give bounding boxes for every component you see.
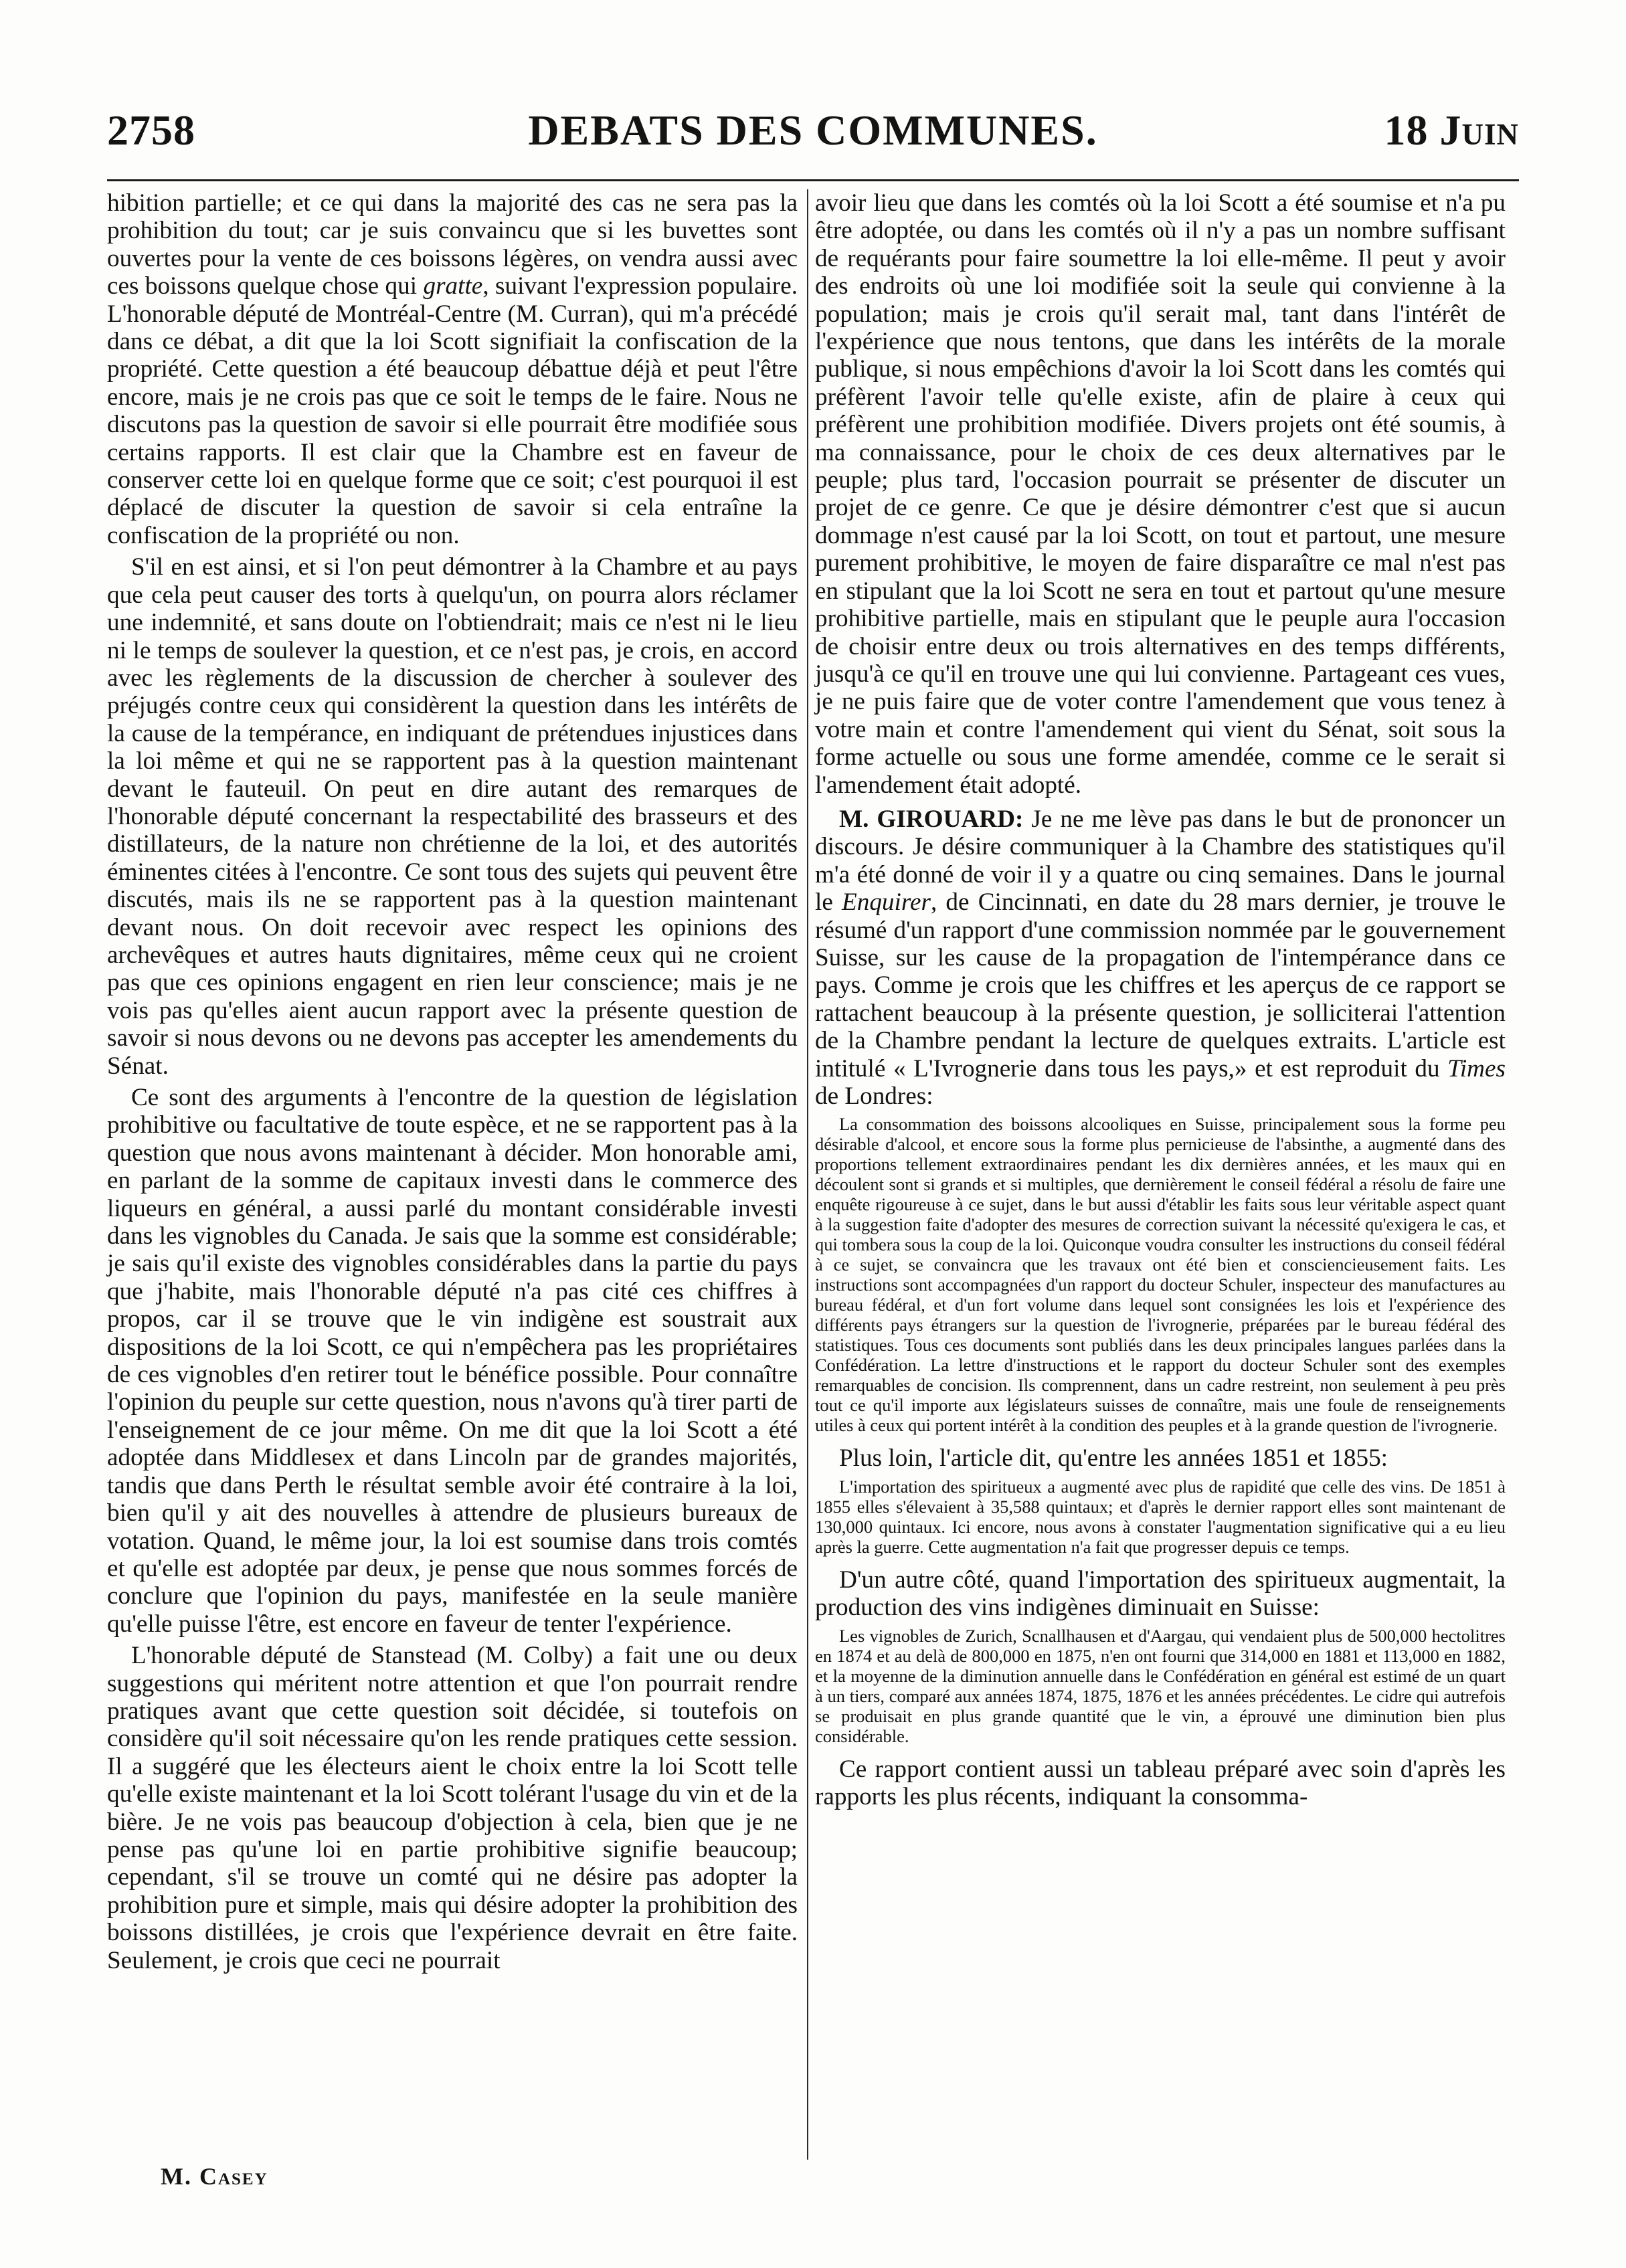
page-number: 2758 [107, 106, 195, 154]
block-quote: Les vignobles de Zurich, Scnallhausen et d'Aargau, qui vendaient plus de 500,000 hectolitres en 1874 et au delà de 800,000 en 1875, n'en ont fourni que 314,000 en 1881 et 113,000 en 1882, et la moyenne de la diminution annuelle dans le Confédération en général est estimé de un quart à un tiers, comparé aux années 1874, 1875, 1876 et les années précédentes. Le cidre qui autrefois se produisait en plus grande quantité que le vin, a éprouvé une diminution bien plus considérable. [815, 1625, 1506, 1746]
right-column [815, 189, 1506, 1814]
running-header [107, 106, 1519, 166]
paragraph: D'un autre côté, quand l'importation des spiritueux augmentait, la production des vins indigènes diminuait en Suisse: [815, 1566, 1506, 1622]
page-date: 18 Juin [1384, 106, 1519, 154]
speaker-name: M. GIROUARD: [839, 805, 1024, 833]
paragraph: Ce rapport contient aussi un tableau préparé avec soin d'après les rapports les plus récents, indiquant la consomma- [815, 1755, 1506, 1811]
paragraph: S'il en est ainsi, et si l'on peut démontrer à la Chambre et au pays que cela peut causer des torts à quelqu'un, on pourra alors réclamer une indemnité, et sans doute on l'obtiendrait; mais ce n'est ni le lieu ni le temps de soulever la question, et ce n'est pas, je crois, en accord avec les règlements de la discussion de chercher à soulever des préjugés contre ceux qui considèrent la question dans les intérêts de la cause de la tempérance, en indiquant de prétendues injustices dans la loi même et qui ne se rapportent pas à la question maintenant devant le fauteuil. On peut en dire autant des remarques de l'honorable député concernant la respectabilité des brasseurs et des distillateurs, de la nature non chrétienne de la loi, et des autorités éminentes citées à l'encontre. Ce sont tous des sujets qui peuvent être discutés, mais ils ne se rapportent pas à la question maintenant devant nous. On doit recevoir avec respect les opinions des archevêques et autres hauts dignitaires, même ceux qui ne croient pas que ces opinions engagent en rien leur conscience; mais je ne vois pas qu'elles aient aucun rapport avec la présente question de savoir si nous devons ou ne devons pas accepter les amendements du Sénat. [107, 553, 798, 1080]
paragraph: Plus loin, l'article dit, qu'entre les années 1851 et 1855: [839, 1444, 1388, 1473]
left-column [107, 189, 798, 1978]
header-rule [107, 179, 1519, 181]
emphasis: Times [1447, 1054, 1506, 1082]
column-divider [807, 189, 808, 2160]
paragraph: Ce sont des arguments à l'encontre de la question de législation prohibitive ou facultative de toute espèce, et ne se rapportent pas à la question que nous avons maintenant à décider. Mon honorable ami, en parlant de la somme de capitaux investi dans le commerce des liqueurs en général, a aussi parlé du montant considérable investi dans les vignobles du Canada. Je sais que la somme est considérable; je sais qu'il existe des vignobles considérables dans la partie du pays que j'habite, mais l'honorable député n'a pas cité ces chiffres à propos, car il se trouve que le vin indigène est soustrait aux dispositions de la loi Scott, ce qui n'empêchera pas les propriétaires de ces vignobles d'en retirer tout le bénéfice possible. Pour connaître l'opinion du peuple sur cette question, nous n'avons qu'à tirer parti de l'enseignement de ce jour même. On me dit que la loi Scott a été adoptée dans Middlesex et dans Lincoln par de grandes majorités, tandis que dans Perth le résultat semble avoir été contraire à la loi, bien qu'il y ait des nouvelles à attendre de plusieurs bureaux de votation. Quand, le même jour, la loi est soumise dans trois comtés et qu'elle est adoptée par deux, je pense que nous sommes forcés de conclure que l'opinion du pays, manifestée en la seule manière qu'elle puisse l'être, est encore en faveur de tenter l'expérience. [107, 1084, 798, 1638]
paragraph: M. GIROUARD: Je ne me lève pas dans le but de prononcer un discours. Je désire communiquer à la Chambre des statistiques qu'il m'a été donné de voir il y a quatre ou cinq semaines. Dans le journal le Enquirer, de Cincinnati, en date du 28 mars dernier, je trouve le résumé d'un rapport d'une commission nommée par le gouvernement Suisse, sur les cause de la propagation de l'intempérance dans ce pays. Comme je crois que les chiffres et les aperçus de ce rapport se rattachent beaucoup à la présente question, je solliciterai l'attention de la Chambre pendant la lecture de quelques extraits. L'article est intitulé « L'Ivrognerie dans tous les pays,» et est reproduit du Times de Londres: [815, 805, 1506, 1110]
page-title: DEBATS DES COMMUNES. [528, 106, 1098, 154]
block-quote: La consommation des boissons alcooliques en Suisse, principalement sous la forme peu désirable d'alcool, et encore sous la forme plus pernicieuse de l'absinthe, a augmenté dans des proportions tellement extraordinaires pendant les dix dernières années, et les maux qui en découlent sont si grands et si multiples, que dernièrement le conseil fédéral a résolu de faire une enquête rigoureuse à ce sujet, dans le but aussi d'établir les faits sous leur véritable aspect quant à la suggestion faite d'adopter des mesures de correction suivant la nécessité qu'exigera le cas, et qui tombera sous la coup de la loi. Quiconque voudra consulter les instructions du conseil fédéral à ce sujet, se convaincra que les travaux ont été bien et consciencieusement faits. Les instructions sont accompagnées d'un rapport du docteur Schuler, inspecteur des manufactures au bureau fédéral, et d'un fort volume dans lequel sont consignées les lois et l'expérience des différents pays étrangers sur la question de l'ivrognerie, préparées par le bureau fédéral des statistiques. Tous ces documents sont publiés dans les deux principales langues parlées dans la Confédération. La lettre d'instructions et le rapport du docteur Schuler sont des exemples remarquables de concision. Ils comprennent, dans un cadre restreint, non seulement à peu près tout ce qu'il importe aux législateurs suisses de connaître, mais une foule de renseignements utiles à ceux qui portent intérêt à la condition des peuples et à la grande question de l'ivrognerie. [815, 1114, 1506, 1436]
block-quote: L'importation des spiritueux a augmenté avec plus de rapidité que celle des vins. De 1851 à 1855 elles s'élevaient à 35,588 quintaux; et d'après le dernier rapport elles sont maintenant de 130,000 quintaux. Ici encore, nous avons à constater l'augmentation significative qui a eu lieu après la guerre. Cette augmentation n'a fait que progresser depuis ce temps. [815, 1476, 1506, 1557]
paragraph: avoir lieu que dans les comtés où la loi Scott a été soumise et n'a pu être adoptée, ou dans les comtés où il n'y a pas un nombre suffisant de requérants pour faire soumettre la loi elle-même. Il peut y avoir des endroits où une loi modifiée soit la seule qui convienne à la population; mais je crois qu'il serait mal, tant dans l'intérêt de l'expérience que nous tentons, que dans les intérêts de la morale publique, si nous empêchions d'avoir la loi Scott dans les comtés qui préfèrent l'avoir telle qu'elle existe, afin de plaire à ceux qui préfèrent une prohibition modifiée. Divers projets ont été soumis, à ma connaissance, pour le choix de ces deux alternatives par le peuple; plus tard, l'occasion pourrait se présenter de discuter un projet de ce genre. Ce que je désire démontrer c'est que si aucun dommage n'est causé par la loi Scott, on tout et partout, une mesure purement prohibitive, le moyen de faire disparaître ce mal n'est pas en stipulant que la loi Scott ne sera en tout et partout qu'une mesure prohibitive partielle, mais en stipulant que le peuple aura l'occasion de choisir entre deux ou trois alternatives en des temps différents, jusqu'à ce qu'il en trouve une qui lui convienne. Partageant ces vues, je ne puis faire que de voter contre l'amendement que vous tenez à votre main et contre l'amendement qui vient du Sénat, soit sous la forme actuelle ou sous une forme amendée, comme ce le serait si l'amendement était adopté. [815, 189, 1506, 799]
emphasis: gratte [423, 272, 483, 300]
speaker-signature: M. Casey [161, 2163, 268, 2190]
emphasis: Enquirer [842, 888, 931, 917]
paragraph: hibition partielle; et ce qui dans la majorité des cas ne sera pas la prohibition du tout; car je suis convaincu que si les buvettes sont ouvertes pour la vente de ces boissons légères, on vendra aussi avec ces boissons quelque chose qui gratte, suivant l'expression populaire. L'honorable député de Montréal-Centre (M. Curran), qui m'a précédé dans ce débat, a dit que la loi Scott signifiait la confiscation de la propriété. Cette question a été beaucoup débattue déjà et peut l'être encore, mais je ne crois pas que ce soit le temps de le faire. Nous ne discutons pas la question de savoir si elle pourrait être modifiée sous certains rapports. Il est clair que la Chambre est en faveur de conserver cette loi en quelque forme que ce soit; c'est pourquoi il est déplacé de discuter la question de savoir si cela entraîne la confiscation de la propriété ou non. [107, 189, 798, 549]
paragraph: L'honorable député de Stanstead (M. Colby) a fait une ou deux suggestions qui méritent notre attention et que l'on pourrait rendre pratiques avant que cette question soit décidée, si toutefois on considère qu'il soit nécessaire qu'on les rende pratiques cette session. Il a suggéré que les électeurs aient le choix entre la loi Scott telle qu'elle existe maintenant et la loi Scott tolérant l'usage du vin et de la bière. Je ne vois pas beaucoup d'objection à cela, bien que je ne pense pas qu'une loi en partie prohibitive signifie beaucoup; cependant, s'il se trouve un comté qui ne désire pas adopter la prohibition pure et simple, mais qui désire adopter la prohibition des boissons distillées, je crois que l'expérience devrait en être faite. Seulement, je crois que ceci ne pourrait [107, 1642, 798, 1974]
